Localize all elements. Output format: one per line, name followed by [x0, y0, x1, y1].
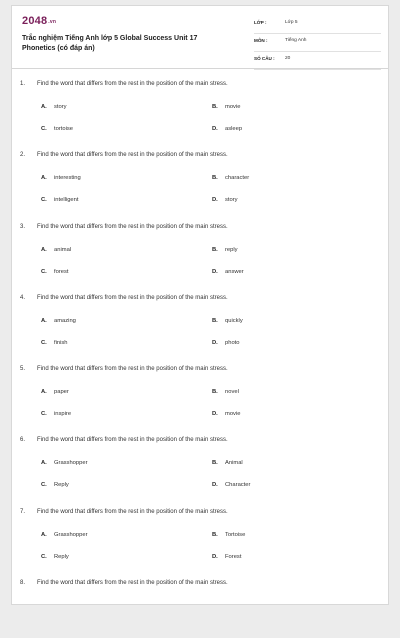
question-1 [12, 68, 388, 139]
option-text: reply [225, 246, 238, 253]
option-b[interactable]: B. novel [212, 389, 239, 396]
question-stem [20, 224, 228, 230]
option-d[interactable]: D. asleep [212, 126, 243, 132]
option-text: novel [225, 389, 239, 396]
option-a[interactable]: A. amazing [41, 317, 76, 324]
option-text: Grasshopper [54, 531, 88, 538]
question-number: 6. [20, 437, 26, 444]
question-list [12, 68, 388, 638]
option-text: asleep [225, 126, 243, 132]
meta-row-class [254, 18, 381, 34]
option-b[interactable]: B. quickly [212, 317, 243, 324]
question-text: Find the word that differs from the rest in the position of the main stress. [37, 223, 228, 230]
question-number: 7. [20, 508, 26, 515]
option-text: movie [225, 411, 241, 418]
option-text: answer [225, 268, 244, 275]
meta-info [254, 18, 381, 72]
question-text: Find the word that differs from the rest in the position of the main stress. [37, 580, 228, 587]
option-text: animal [54, 246, 72, 253]
question-number: 1. [20, 81, 26, 87]
option-d[interactable]: D. Character [212, 482, 251, 489]
question-text: Find the word that differs from the rest in the position of the main stress. [37, 366, 228, 373]
question-stem [20, 152, 228, 158]
question-stem [20, 81, 228, 87]
option-text: tortoise [54, 126, 74, 132]
option-text: story [225, 197, 238, 204]
meta-row-subject [254, 36, 381, 52]
meta-value: 20 [285, 56, 291, 61]
option-b[interactable]: B. Animal [212, 460, 243, 467]
question-5 [12, 353, 388, 424]
option-text: inspire [54, 411, 72, 418]
option-d[interactable]: D. photo [212, 339, 240, 346]
option-c[interactable]: C. inspire [41, 411, 72, 418]
option-text: Grasshopper [54, 460, 88, 467]
option-d[interactable]: D. story [212, 197, 238, 204]
worksheet-header [12, 6, 388, 69]
question-number: 4. [20, 294, 26, 301]
question-number: 3. [20, 223, 26, 230]
question-3 [12, 211, 388, 282]
option-text: interesting [54, 175, 81, 182]
question-2 [12, 139, 388, 210]
option-text: intelligent [54, 197, 79, 204]
question-text: Find the word that differs from the rest in the position of the main stress. [37, 294, 228, 301]
meta-label: LỚP : [254, 20, 267, 25]
option-d[interactable]: D. movie [212, 411, 241, 418]
question-8 [12, 567, 388, 638]
option-text: Tortoise [225, 531, 246, 538]
question-text: Find the word that differs from the rest in the position of the main stress. [37, 81, 228, 87]
option-a[interactable]: A. animal [41, 246, 72, 253]
option-b[interactable]: B. reply [212, 246, 238, 253]
question-number: 2. [20, 152, 26, 159]
question-stem [20, 509, 228, 515]
logo-suffix: .vn [48, 19, 57, 25]
option-c[interactable]: C. Reply [41, 553, 69, 560]
option-text: Forest [225, 553, 242, 560]
question-4 [12, 282, 388, 353]
option-c[interactable]: C. finish [41, 339, 68, 346]
option-text: Reply [54, 553, 69, 560]
question-stem [20, 295, 228, 301]
meta-value: Lớp 5 [285, 20, 298, 25]
option-text: paper [54, 389, 69, 396]
option-b[interactable]: B. character [212, 175, 250, 182]
option-text: amazing [54, 317, 76, 324]
option-c[interactable]: C. intelligent [41, 197, 79, 204]
question-text: Find the word that differs from the rest in the position of the main stress. [37, 152, 228, 159]
option-text: finish [54, 339, 68, 346]
option-text: photo [225, 339, 240, 346]
option-a[interactable]: A. Grasshopper [41, 460, 88, 467]
option-c[interactable]: C. tortoise [41, 126, 74, 132]
question-number: 8. [20, 580, 26, 587]
option-a[interactable]: A. Grasshopper [41, 531, 88, 538]
worksheet-title: Trắc nghiệm Tiếng Anh lớp 5 Global Success Unit 17 Phonetics (có đáp án) [22, 35, 198, 52]
meta-label: SỐ CÂU : [254, 56, 275, 61]
option-text: Character [225, 482, 251, 489]
option-text: Animal [225, 460, 243, 467]
option-d[interactable]: D. Forest [212, 553, 242, 560]
question-stem [20, 437, 228, 443]
option-c[interactable]: C. Reply [41, 482, 69, 489]
question-stem [20, 366, 228, 372]
worksheet [11, 5, 389, 605]
question-stem [20, 580, 228, 586]
option-c[interactable]: C. forest [41, 268, 69, 275]
option-b[interactable]: B. Tortoise [212, 531, 246, 538]
option-d[interactable]: D. answer [212, 268, 244, 275]
question-6 [12, 424, 388, 495]
option-text: story [54, 104, 67, 110]
option-text: forest [54, 268, 69, 275]
question-7 [12, 496, 388, 567]
logo-text: 2048 [22, 15, 48, 27]
question-number: 5. [20, 366, 26, 373]
meta-value: Tiếng Anh [285, 38, 307, 43]
option-text: quickly [225, 317, 243, 324]
option-a[interactable]: A. paper [41, 389, 69, 396]
option-b[interactable]: B. movie [212, 104, 241, 110]
option-a[interactable]: A. story [41, 104, 67, 110]
option-text: character [225, 175, 250, 182]
option-text: Reply [54, 482, 69, 489]
site-logo[interactable] [22, 15, 56, 27]
option-text: movie [225, 104, 241, 110]
question-text: Find the word that differs from the rest in the position of the main stress. [37, 508, 228, 515]
option-a[interactable]: A. interesting [41, 175, 81, 182]
question-text: Find the word that differs from the rest in the position of the main stress. [37, 437, 228, 444]
meta-label: MÔN : [254, 38, 268, 43]
